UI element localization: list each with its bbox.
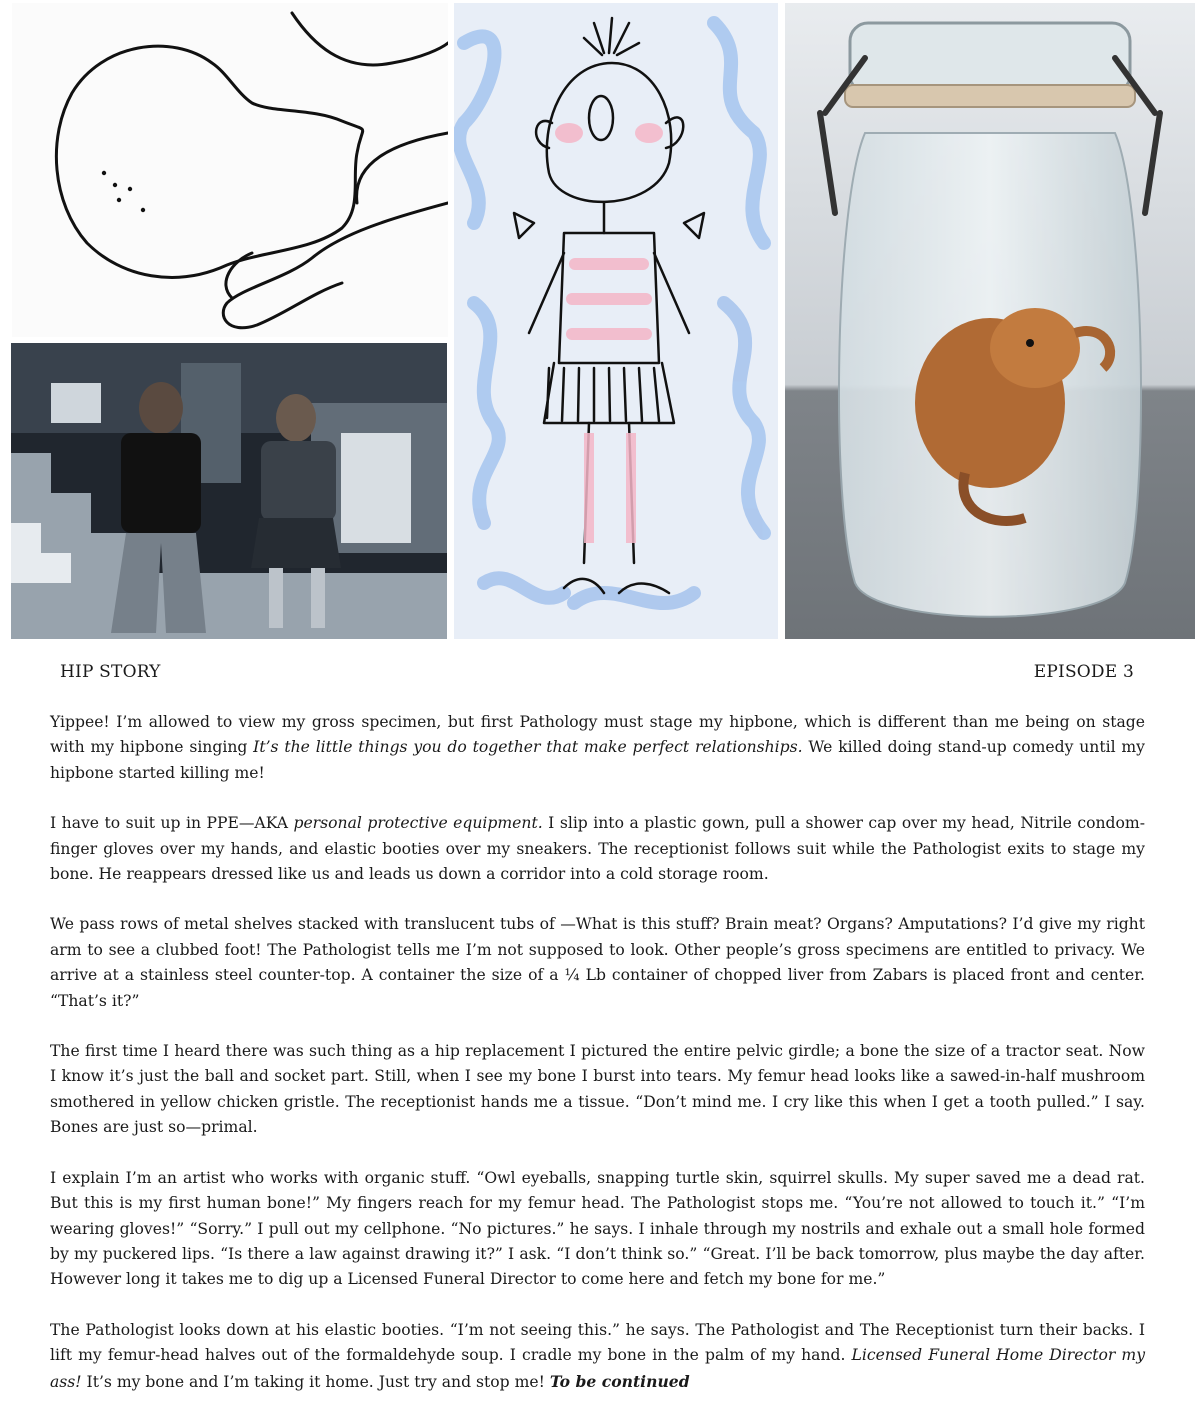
to-be-continued: To be continued — [549, 1371, 690, 1391]
paragraph-5: I explain I’m an artist who works with organic stuff. “Owl eyeballs, snapping turtle skin, squirrel skulls. My super saved me a dead rat. But this is my first human bone!” My fingers reach for my femur head. The Pathologist stops me. “You’re not allowed to touch it.” “I’m wearing gloves!” “Sorry.” I pull out my cellphone. “No pictures.” he says. I inhale through my nostrils and exhale out a small hole formed by my puckered lips. “Is there a law against drawing it?” I ask. “I don’t think so.” “Great. I’ll be back tomorrow, plus maybe the day after. However long it takes me to dig up a Licensed Funeral Director to come here and fetch my bone for me.” — [50, 1168, 1145, 1289]
line-drawing-svg — [12, 3, 448, 337]
article-body — [50, 710, 1145, 1395]
stage-photo-svg — [11, 343, 447, 639]
paragraph-4: The first time I heard there was such thing as a hip replacement I pictured the entire pelvic girdle; a bone the size of a tractor seat. Now I know it’s just the ball and socket part. Still, when I see my bone I burst into tears. My femur head looks like a sawed-in-half mushroom smothered in yellow chicken gristle. The receptionist hands me a tissue. “Don’t mind me. I cry like this when I get a tooth pulled.” I say. Bones are just so—primal. — [50, 1042, 1145, 1137]
episode-label: EPISODE 3 — [1033, 662, 1134, 682]
specimen-jar-svg — [785, 3, 1195, 639]
girl-sketch-svg — [454, 3, 778, 639]
specimen-jar-image — [785, 3, 1195, 639]
girl-sketch-image — [454, 3, 778, 639]
article-header — [60, 662, 1134, 682]
paragraph-1: Yippee! I’m allowed to view my gross specimen, but first Pathology must stage my hipbone, which is different than me being on stage with my hipbone singing It’s the little things you do together that make perfect relationships. We killed doing stand-up comedy until my hipbone started killing me! — [50, 713, 1145, 782]
stage-photo-image — [11, 343, 447, 639]
line-drawing-image — [12, 3, 448, 337]
paragraph-2: I have to suit up in PPE—AKA personal protective equipment. I slip into a plastic gown, pull a shower cap over my head, Nitrile condom-finger gloves over my hands, and elastic booties over my sneakers. The receptionist follows suit while the Pathologist exits to stage my bone. He reappears dressed like us and leads us down a corridor into a cold storage room. — [50, 814, 1145, 884]
article-title: HIP STORY — [60, 662, 161, 682]
paragraph-6: The Pathologist looks down at his elastic booties. “I’m not seeing this.” he says. The Pathologist and The Receptionist turn their backs. I lift my femur-head halves out of the formaldehyde soup. I cradle my bone in the palm of my hand. Licensed Funeral Home Director my ass! It’s my bone and I’m taking it home. Just try and stop me! To be continued — [50, 1320, 1146, 1391]
paragraph-3: We pass rows of metal shelves stacked with translucent tubs of —What is this stuff? Brain meat? Organs? Amputations? I’d give my right arm to see a clubbed foot! The Pathologist tells me I’m not supposed to look. Other people’s gross specimens are entitled to privacy. We arrive at a stainless steel counter-top. A container the size of a ¼ Lb container of chopped liver from Zabars is placed front and center. “That’s it?” — [50, 915, 1145, 1010]
